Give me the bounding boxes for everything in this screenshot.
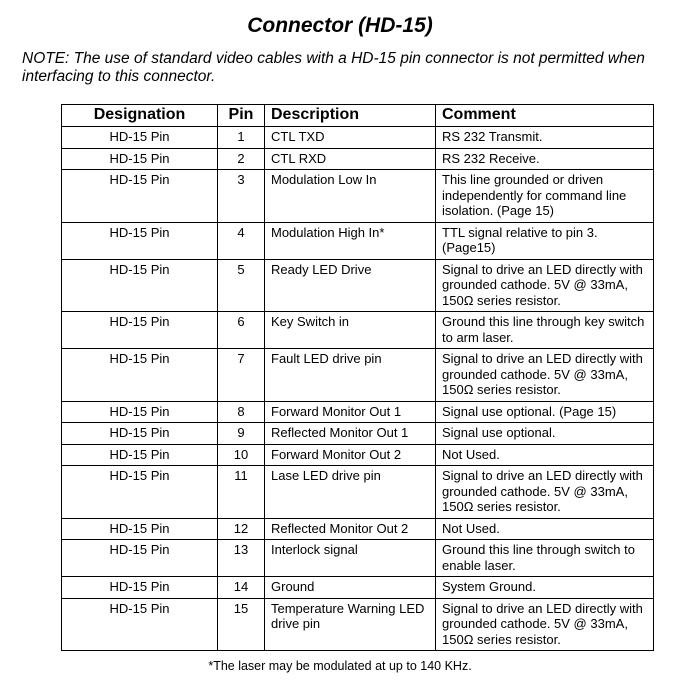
cell-comment: Ground this line through key switch to arm laser.	[436, 312, 654, 349]
cell-designation: HD-15 Pin	[62, 518, 218, 540]
cell-pin: 7	[218, 349, 265, 402]
cell-designation: HD-15 Pin	[62, 259, 218, 312]
table-row	[62, 401, 654, 423]
cell-comment: RS 232 Transmit.	[436, 127, 654, 149]
cell-designation: HD-15 Pin	[62, 127, 218, 149]
table-row	[62, 444, 654, 466]
table-row	[62, 127, 654, 149]
cell-designation: HD-15 Pin	[62, 312, 218, 349]
cell-designation: HD-15 Pin	[62, 423, 218, 445]
table-row	[62, 312, 654, 349]
cell-pin: 4	[218, 222, 265, 259]
cell-pin: 15	[218, 598, 265, 651]
cell-designation: HD-15 Pin	[62, 222, 218, 259]
page-title: Connector (HD-15)	[247, 14, 433, 37]
cell-designation: HD-15 Pin	[62, 444, 218, 466]
cell-comment: Signal use optional. (Page 15)	[436, 401, 654, 423]
cell-pin: 14	[218, 577, 265, 599]
cell-designation: HD-15 Pin	[62, 577, 218, 599]
footnote: *The laser may be modulated at up to 140 KHz.	[208, 659, 472, 673]
cell-description: Reflected Monitor Out 2	[265, 518, 436, 540]
cell-description: Fault LED drive pin	[265, 349, 436, 402]
table-row	[62, 423, 654, 445]
cell-pin: 2	[218, 148, 265, 170]
cell-description: Ground	[265, 577, 436, 599]
cell-designation: HD-15 Pin	[62, 349, 218, 402]
cell-comment: Signal to drive an LED directly with grounded cathode. 5V @ 33mA, 150Ω series resistor.	[436, 259, 654, 312]
table-row	[62, 170, 654, 223]
header-comment: Comment	[436, 105, 654, 127]
table-row	[62, 598, 654, 651]
cell-designation: HD-15 Pin	[62, 466, 218, 519]
table-row	[62, 540, 654, 577]
table-row	[62, 148, 654, 170]
cell-designation: HD-15 Pin	[62, 401, 218, 423]
cell-description: Interlock signal	[265, 540, 436, 577]
cell-comment: TTL signal relative to pin 3. (Page15)	[436, 222, 654, 259]
cell-pin: 5	[218, 259, 265, 312]
cell-pin: 1	[218, 127, 265, 149]
table-row	[62, 466, 654, 519]
cell-pin: 3	[218, 170, 265, 223]
cell-description: Ready LED Drive	[265, 259, 436, 312]
table-row	[62, 577, 654, 599]
cell-description: Modulation High In*	[265, 222, 436, 259]
cell-comment: System Ground.	[436, 577, 654, 599]
cell-comment: RS 232 Receive.	[436, 148, 654, 170]
header-row	[62, 105, 654, 127]
cell-designation: HD-15 Pin	[62, 170, 218, 223]
cell-pin: 8	[218, 401, 265, 423]
cell-description: CTL TXD	[265, 127, 436, 149]
cell-pin: 11	[218, 466, 265, 519]
header-description: Description	[265, 105, 436, 127]
cell-comment: Signal to drive an LED directly with grounded cathode. 5V @ 33mA, 150Ω series resistor.	[436, 349, 654, 402]
cell-designation: HD-15 Pin	[62, 540, 218, 577]
cell-comment: This line grounded or driven independently for command line isolation. (Page 15)	[436, 170, 654, 223]
table-row	[62, 518, 654, 540]
header-designation: Designation	[62, 105, 218, 127]
cell-description: Forward Monitor Out 1	[265, 401, 436, 423]
cell-description: Temperature Warning LED drive pin	[265, 598, 436, 651]
cell-comment: Ground this line through switch to enable laser.	[436, 540, 654, 577]
table-header	[62, 105, 654, 127]
connector-table	[61, 104, 654, 651]
table-row	[62, 222, 654, 259]
cell-description: Forward Monitor Out 2	[265, 444, 436, 466]
cell-description: CTL RXD	[265, 148, 436, 170]
cell-comment: Signal to drive an LED directly with grounded cathode. 5V @ 33mA, 150Ω series resistor.	[436, 598, 654, 651]
table-body	[62, 127, 654, 651]
note-text: NOTE: The use of standard video cables with a HD-15 pin connector is not permitted when interfacing to this connector.	[22, 50, 645, 85]
cell-pin: 13	[218, 540, 265, 577]
cell-description: Lase LED drive pin	[265, 466, 436, 519]
cell-description: Key Switch in	[265, 312, 436, 349]
cell-comment: Signal to drive an LED directly with grounded cathode. 5V @ 33mA, 150Ω series resistor.	[436, 466, 654, 519]
cell-comment: Not Used.	[436, 518, 654, 540]
cell-designation: HD-15 Pin	[62, 148, 218, 170]
table-row	[62, 349, 654, 402]
cell-comment: Not Used.	[436, 444, 654, 466]
table-row	[62, 259, 654, 312]
cell-pin: 6	[218, 312, 265, 349]
cell-pin: 9	[218, 423, 265, 445]
cell-designation: HD-15 Pin	[62, 598, 218, 651]
cell-comment: Signal use optional.	[436, 423, 654, 445]
cell-pin: 10	[218, 444, 265, 466]
cell-description: Reflected Monitor Out 1	[265, 423, 436, 445]
header-pin: Pin	[218, 105, 265, 127]
cell-pin: 12	[218, 518, 265, 540]
cell-description: Modulation Low In	[265, 170, 436, 223]
